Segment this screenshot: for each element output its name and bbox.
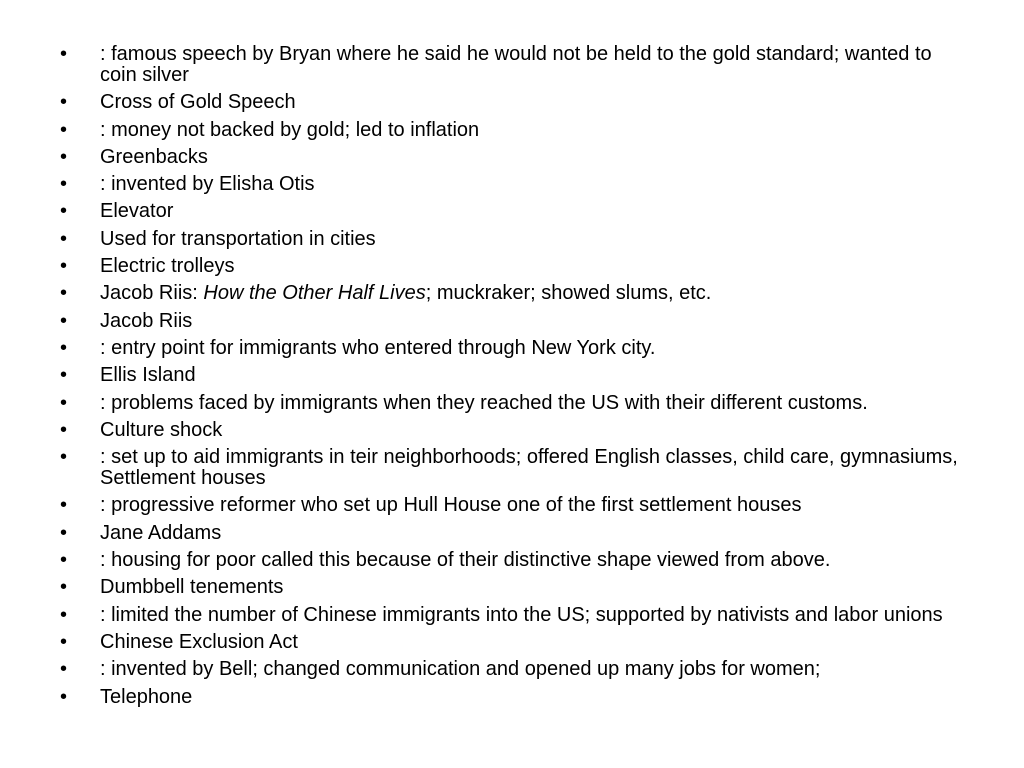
bullet-text: Jane Addams [100, 521, 222, 544]
bullet-text: : progressive reformer who set up Hull House one of the first settlement houses [100, 494, 802, 517]
bullet-item [60, 550, 960, 571]
bullet-text-prefix: Jacob Riis: [100, 282, 204, 305]
bullet-item [60, 92, 960, 113]
bullet-dot: • [60, 336, 68, 359]
bullet-item [60, 147, 960, 168]
bullet-text: Chinese Exclusion Act [100, 630, 298, 653]
bullet-text: : invented by Bell; changed communication and opened up many jobs for women; [100, 658, 821, 681]
bullet-item [60, 229, 960, 250]
bullet-item [60, 577, 960, 598]
bullet-item [60, 201, 960, 222]
bullet-item [60, 44, 960, 86]
bullet-dot: • [60, 685, 68, 708]
bullet-item [60, 495, 960, 516]
bullet-item [60, 393, 960, 414]
bullet-dot: • [60, 173, 68, 196]
bullet-item [60, 120, 960, 141]
bullet-dot: • [60, 227, 68, 250]
bullet-dot: • [60, 630, 68, 653]
bullet-item [60, 605, 960, 626]
bullet-text-suffix: ; muckraker; showed slums, etc. [425, 282, 712, 305]
bullet-dot: • [60, 282, 68, 305]
bullet-text: Dumbbell tenements [100, 576, 284, 599]
bullet-text: Cross of Gold Speech [100, 91, 296, 114]
bullet-dot: • [60, 200, 68, 223]
bullet-dot: • [60, 91, 68, 114]
bullet-text: : invented by Elisha Otis [100, 173, 315, 196]
bullet-item [60, 311, 960, 332]
bullet-dot: • [60, 364, 68, 387]
bullet-dot: • [60, 418, 68, 441]
bullet-text: Telephone [100, 685, 193, 708]
bullet-item [60, 174, 960, 195]
bullet-dot: • [60, 446, 68, 469]
bullet-text: Greenbacks [100, 145, 208, 168]
bullet-dot: • [60, 391, 68, 414]
bullet-text: : famous speech by Bryan where he said he would not be held to the gold standard; wanted to coin silver [100, 43, 932, 86]
bullet-text: : problems faced by immigrants when they reached the US with their different customs. [100, 391, 868, 414]
bullet-dot: • [60, 309, 68, 332]
bullet-text: : entry point for immigrants who entered through New York city. [100, 336, 656, 359]
bullet-dot: • [60, 43, 68, 65]
bullet-dot: • [60, 549, 68, 572]
bullet-dot: • [60, 521, 68, 544]
bullet-text: Ellis Island [100, 364, 196, 387]
bullet-dot: • [60, 603, 68, 626]
bullet-list [60, 44, 960, 714]
bullet-text: : set up to aid immigrants in teir neighborhoods; offered English classes, child care, gymnasiums, Settlement houses [100, 446, 958, 490]
bullet-item [60, 447, 960, 489]
bullet-dot: • [60, 576, 68, 599]
bullet-text: Culture shock [100, 418, 223, 441]
bullet-dot: • [60, 255, 68, 278]
bullet-item [60, 338, 960, 359]
bullet-item [60, 420, 960, 441]
bullet-dot: • [60, 658, 68, 681]
bullet-item [60, 283, 960, 304]
bullet-text: : limited the number of Chinese immigrants into the US; supported by nativists and labor unions [100, 603, 943, 626]
bullet-item [60, 632, 960, 653]
bullet-text [100, 283, 960, 304]
bullet-item [60, 365, 960, 386]
bullet-text: Elevator [100, 200, 174, 223]
bullet-item [60, 659, 960, 680]
bullet-dot: • [60, 118, 68, 141]
bullet-text: : money not backed by gold; led to inflation [100, 118, 480, 141]
bullet-item [60, 523, 960, 544]
bullet-text: Jacob Riis [100, 309, 193, 332]
bullet-dot: • [60, 494, 68, 517]
bullet-text: : housing for poor called this because of their distinctive shape viewed from above. [100, 549, 831, 572]
bullet-text: Used for transportation in cities [100, 227, 376, 250]
bullet-item [60, 687, 960, 708]
bullet-text: Electric trolleys [100, 255, 235, 278]
book-title: How the Other Half Lives [203, 282, 426, 305]
bullet-item [60, 256, 960, 277]
bullet-dot: • [60, 145, 68, 168]
